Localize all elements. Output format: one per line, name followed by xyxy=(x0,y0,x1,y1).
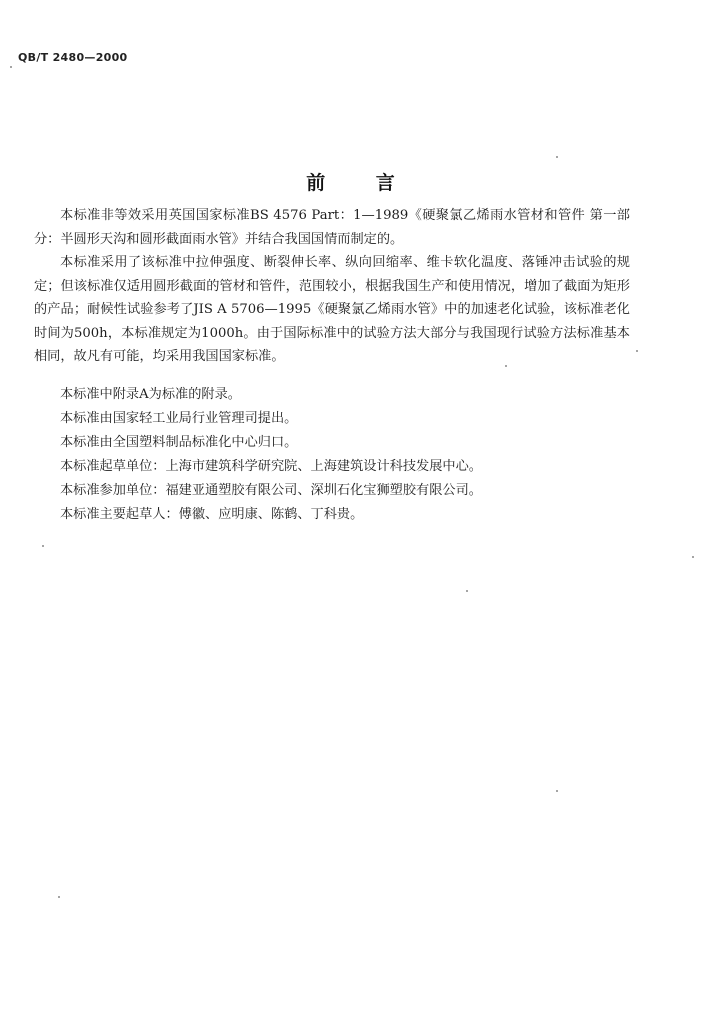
participating-units-statement: 本标准参加单位：福建亚通塑胶有限公司、深圳石化宝狮塑胶有限公司。 xyxy=(60,483,482,498)
scan-speck xyxy=(505,365,507,367)
scan-speck xyxy=(466,590,468,592)
scan-speck xyxy=(636,350,638,352)
foreword-paragraph-2: 本标准采用了该标准中拉伸强度、断裂伸长率、纵向回缩率、维卡软化温度、落锤冲击试验的规定；但该标准仅适用圆形截面的管材和管件，范围较小，根据我国生产和使用情况，增加了截面为矩形的产品；耐候性试验参考了JIS A 5706—1995《硬聚氯乙烯雨水管》中的加速老化试验，该标准老化时间为500h，本标准规定为1000h。由于国际标准中的试验方法大部分与我国现行试验方法标准基本相同，故凡有可能，均采用我国国家标准。 xyxy=(34,255,630,364)
scan-speck xyxy=(556,790,558,792)
foreword-paragraph-1: 本标准非等效采用英国国家标准BS 4576 Part：1—1989《硬聚氯乙烯雨水管材和管件 第一部分：半圆形天沟和圆形截面雨水管》并结合我国国情而制定的。 xyxy=(34,208,630,247)
scan-speck xyxy=(42,545,44,547)
drafting-units-statement: 本标准起草单位：上海市建筑科学研究院、上海建筑设计科技发展中心。 xyxy=(60,459,482,474)
scan-speck xyxy=(556,156,558,158)
scan-speck xyxy=(692,556,694,558)
centralizer-statement: 本标准由全国塑料制品标准化中心归口。 xyxy=(60,435,298,450)
drafters-statement: 本标准主要起草人：傅徽、应明康、陈鹤、丁科贵。 xyxy=(60,507,364,522)
page-title: 前 言 xyxy=(306,172,417,194)
proposer-statement: 本标准由国家轻工业局行业管理司提出。 xyxy=(60,411,298,426)
standard-code: QB/T 2480—2000 xyxy=(18,51,128,64)
appendix-statement: 本标准中附录A为标准的附录。 xyxy=(60,387,241,402)
scan-speck xyxy=(10,66,12,68)
scan-speck xyxy=(58,896,60,898)
